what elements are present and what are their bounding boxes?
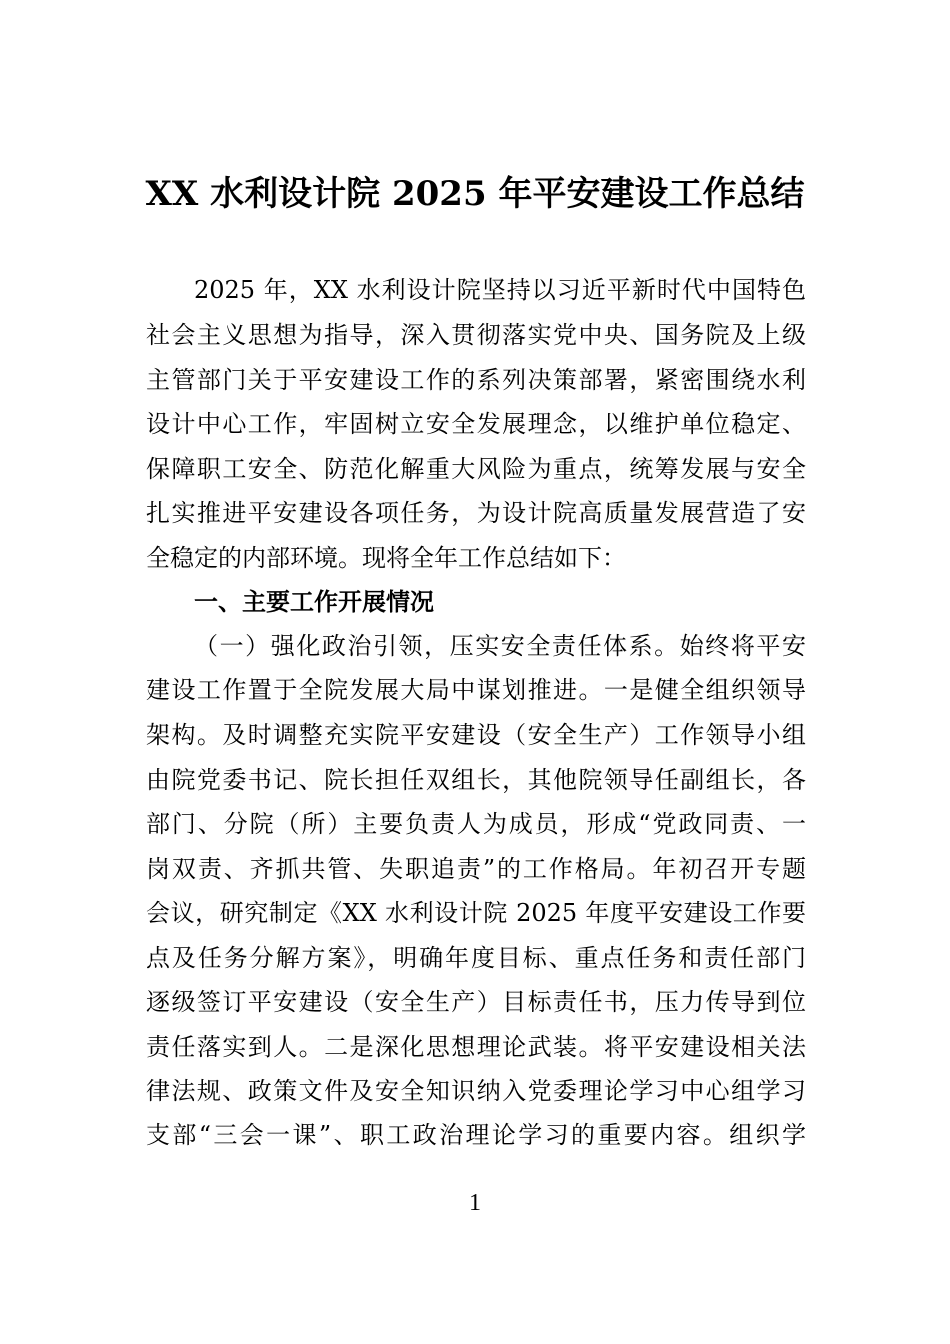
paragraph-line: 由院党委书记、院长担任双组长，其他院领导任副组长，各	[146, 766, 806, 794]
paragraph-line: 逐级签订平安建设（安全生产）目标责任书，压力传导到位	[146, 988, 806, 1016]
paragraph-line: 社会主义思想为指导，深入贯彻落实党中央、国务院及上级	[146, 321, 806, 349]
paragraph-line: 全稳定的内部环境。现将全年工作总结如下：	[146, 544, 626, 572]
paragraph-line: 点及任务分解方案》，明确年度目标、重点任务和责任部门	[146, 944, 806, 972]
paragraph-line: 支部“三会一课”、职工政治理论学习的重要内容。组织学	[146, 1121, 806, 1149]
paragraph-line: 设计中心工作，牢固树立安全发展理念，以维护单位稳定、	[146, 410, 806, 438]
paragraph-line: 部门、分院（所）主要负责人为成员，形成“党政同责、一	[146, 810, 806, 838]
paragraph-line: 律法规、政策文件及安全知识纳入党委理论学习中心组学习	[146, 1077, 806, 1105]
page-number: 1	[469, 1190, 481, 1216]
paragraph-line: 会议，研究制定《XX 水利设计院 2025 年度平安建设工作要	[146, 899, 806, 927]
paragraph-line: 扎实推进平安建设各项任务，为设计院高质量发展营造了安	[146, 499, 806, 527]
paragraph-line: 岗双责、齐抓共管、失职追责”的工作格局。年初召开专题	[146, 855, 806, 883]
paragraph-line: 保障职工安全、防范化解重大风险为重点，统筹发展与安全	[146, 455, 806, 483]
paragraph-line: （一）强化政治引领，压实安全责任体系。始终将平安	[194, 632, 806, 660]
paragraph-line: 建设工作置于全院发展大局中谋划推进。一是健全组织领导	[146, 676, 806, 704]
paragraph-line: 架构。及时调整充实院平安建设（安全生产）工作领导小组	[146, 721, 806, 749]
paragraph-line: 主管部门关于平安建设工作的系列决策部署，紧密围绕水利	[146, 366, 806, 394]
paragraph-line: 责任落实到人。二是深化思想理论武装。将平安建设相关法	[146, 1033, 806, 1061]
paragraph-line: 2025 年，XX 水利设计院坚持以习近平新时代中国特色	[194, 276, 806, 304]
document-title: XX 水利设计院 2025 年平安建设工作总结	[145, 174, 805, 214]
section-heading: 一、主要工作开展情况	[194, 588, 434, 616]
